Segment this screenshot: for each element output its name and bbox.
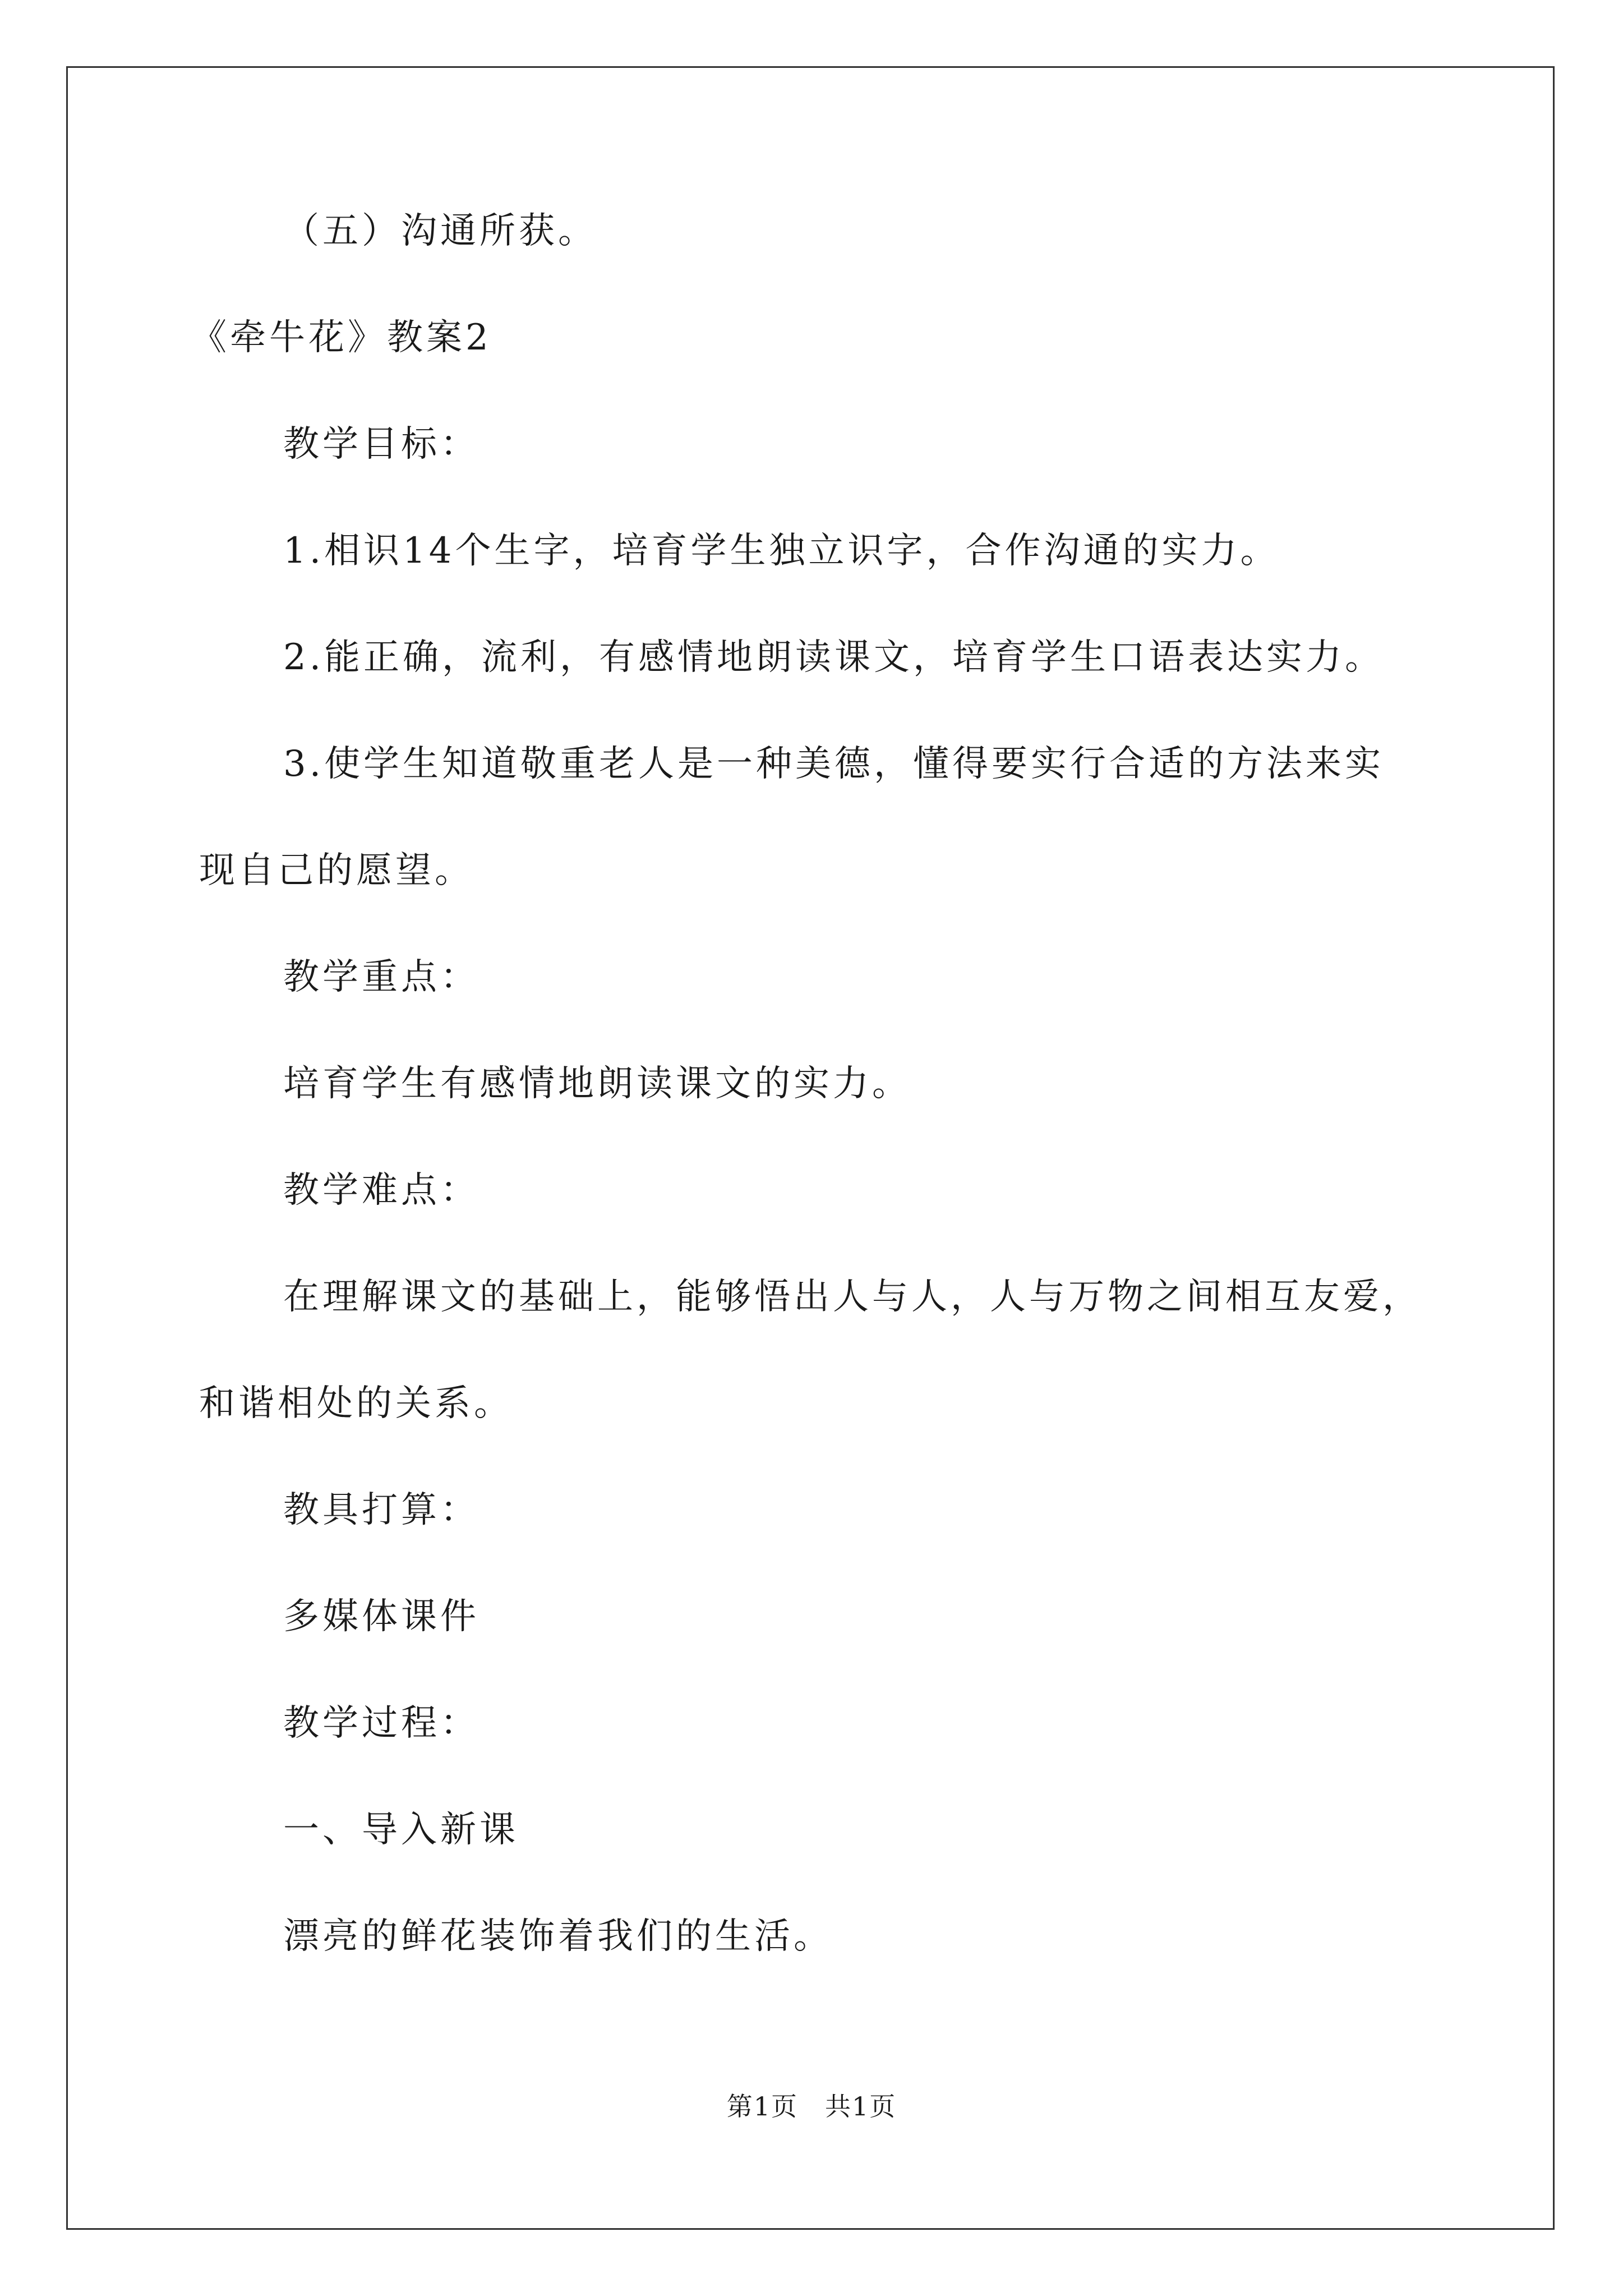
- objective-3-line-1: 3.使学生知道敬重老人是一种美德，懂得要实行合适的方法来实: [283, 743, 1385, 785]
- key-points-heading: 教学重点：: [283, 956, 479, 998]
- teaching-aids-text: 多媒体课件: [283, 1596, 479, 1637]
- difficulties-text-line-2: 和谐相处的关系。: [199, 1383, 513, 1424]
- section-heading-communication: （五）沟通所获。: [283, 210, 597, 252]
- objective-2: 2.能正确，流利，有感情地朗读课文，培育学生口语表达实力。: [283, 637, 1385, 678]
- difficulties-heading: 教学难点：: [283, 1170, 479, 1211]
- teaching-process-heading: 教学过程：: [283, 1703, 479, 1744]
- objective-3-line-2: 现自己的愿望。: [199, 850, 474, 891]
- teaching-aids-heading: 教具打算：: [283, 1489, 479, 1531]
- lesson-plan-title: 《牵牛花》教案2: [191, 317, 492, 358]
- key-points-text: 培育学生有感情地朗读课文的实力。: [283, 1063, 911, 1105]
- teaching-objectives-heading: 教学目标：: [283, 424, 479, 465]
- page-border: [66, 66, 1555, 2230]
- difficulties-text-line-1: 在理解课文的基础上，能够悟出人与人，人与万物之间相互友爱，: [283, 1276, 1422, 1318]
- page-number-footer: 第1页 共1页: [726, 2091, 897, 2122]
- objective-1: 1.相识14个生字，培育学生独立识字，合作沟通的实力。: [283, 530, 1280, 572]
- step-1-text: 漂亮的鲜花装饰着我们的生活。: [283, 1916, 833, 1957]
- step-1-heading: 一、导入新课: [283, 1809, 519, 1851]
